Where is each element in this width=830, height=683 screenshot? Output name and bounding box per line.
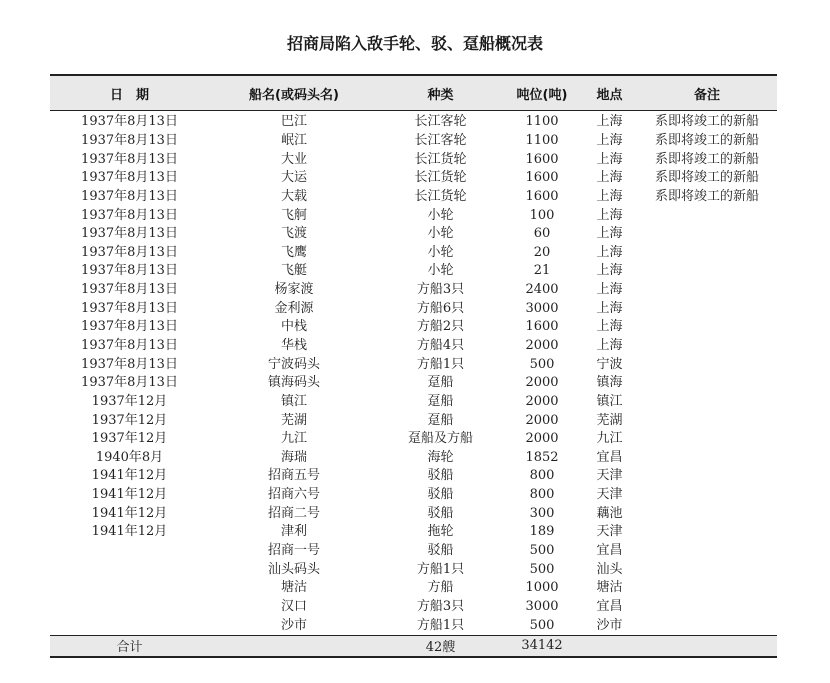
cell-remarks: 系即将竣工的新船 [655,151,760,167]
cell-date: 1937年8月13日 [81,188,178,204]
cell-date: 1937年8月13日 [81,300,178,316]
cell-tonnage: 1600 [525,170,559,186]
table-row [50,132,777,151]
cell-ship-name: 飞艇 [280,263,307,279]
table-row [50,299,777,318]
cell-location: 沙市 [596,617,623,633]
table-row [50,486,777,505]
table-row [50,411,777,430]
cell-ship-name: 招商一号 [267,543,320,559]
cell-location: 上海 [596,188,623,204]
table-row [50,206,777,225]
cell-tonnage: 100 [529,207,555,223]
cell-remarks [637,560,777,579]
table-row [50,504,777,523]
cell-ship-name: 巴江 [280,114,307,130]
cell-remarks [637,355,777,374]
cell-remarks [637,411,777,430]
ship-table [50,74,777,658]
cell-remarks [637,337,777,356]
cell-type: 驳船 [427,505,454,521]
cell-remarks [637,318,777,337]
cell-type: 长江货轮 [414,170,467,186]
cell-type: 趸船及方船 [407,431,473,447]
cell-type: 方船 [427,580,454,596]
cell-type: 小轮 [427,226,454,242]
cell-type: 长江货轮 [414,188,467,204]
cell-tonnage: 60 [533,226,551,242]
header-tonnage: 吨位(吨) [502,75,582,111]
cell-location: 上海 [596,319,623,335]
cell-tonnage: 1600 [525,151,559,167]
cell-date: 1937年8月13日 [81,319,178,335]
cell-ship-name: 九江 [280,431,307,447]
cell-type: 方船1只 [416,617,465,633]
cell-location: 天津 [596,487,623,503]
page-title: 招商局陷入敌手轮、驳、趸船概况表 [286,34,543,53]
cell-date: 1937年8月13日 [81,356,178,372]
cell-location: 天津 [596,524,623,540]
cell-tonnage: 1100 [525,132,559,148]
cell-remarks [637,542,777,561]
cell-location: 塘沽 [596,580,623,596]
total-label: 合计 [50,635,209,657]
cell-date [50,598,209,617]
table-row [50,430,777,449]
table-row [50,318,777,337]
cell-tonnage: 3000 [525,300,559,316]
cell-remarks [637,374,777,393]
cell-tonnage: 1000 [525,580,559,596]
cell-date: 1941年12月 [91,487,168,503]
cell-location: 上海 [596,132,623,148]
cell-type: 小轮 [427,244,454,260]
cell-date: 1937年8月13日 [81,263,178,279]
cell-location: 上海 [596,338,623,353]
cell-type: 趸船 [427,412,454,428]
cell-location: 芜湖 [596,412,623,428]
table-row [50,150,777,169]
cell-type: 方船3只 [416,598,465,614]
cell-type: 长江货轮 [414,151,467,167]
table-row [50,449,777,468]
cell-tonnage: 500 [529,356,555,372]
cell-type: 驳船 [427,543,454,559]
cell-location: 宜昌 [596,598,623,614]
table-row [50,542,777,561]
cell-date: 1937年8月13日 [81,282,178,298]
cell-type: 方船1只 [416,356,465,372]
total-remarks [637,635,777,657]
header-location: 地点 [582,75,637,111]
table-row [50,111,777,132]
cell-tonnage: 500 [529,561,555,577]
cell-ship-name: 津利 [280,524,307,540]
total-count: 42艘 [379,635,502,657]
cell-tonnage: 21 [533,263,551,279]
cell-location: 九江 [596,431,623,447]
cell-date: 1937年8月13日 [81,338,178,353]
cell-location: 宜昌 [596,449,623,465]
cell-date: 1941年12月 [91,505,168,521]
cell-date: 1937年12月 [91,393,168,409]
cell-tonnage: 189 [529,524,555,540]
cell-tonnage: 1600 [525,319,559,335]
cell-tonnage: 2400 [525,282,559,298]
cell-location: 镇江 [596,393,623,409]
cell-date [50,560,209,579]
cell-ship-name: 飞舸 [280,207,307,223]
cell-location: 宜昌 [596,543,623,559]
cell-ship-name: 宁波码头 [267,356,320,372]
cell-date [50,542,209,561]
table-row [50,393,777,412]
cell-tonnage: 300 [529,505,555,521]
cell-location: 上海 [596,114,623,130]
cell-location: 上海 [596,282,623,298]
cell-ship-name: 大载 [280,188,307,204]
cell-type: 方船1只 [416,561,465,577]
cell-date [50,579,209,598]
cell-remarks [637,281,777,300]
cell-ship-name: 汉口 [280,598,307,614]
cell-location: 上海 [596,300,623,316]
cell-ship-name: 杨家渡 [274,282,314,298]
cell-type: 长江客轮 [414,132,467,148]
cell-ship-name: 岷江 [280,132,307,148]
cell-tonnage: 800 [529,468,555,484]
cell-location: 藕池 [596,505,623,521]
table-row [50,243,777,262]
cell-date: 1937年8月13日 [81,226,178,242]
total-location [582,635,637,657]
cell-type: 小轮 [427,207,454,223]
cell-ship-name: 招商五号 [267,468,320,484]
cell-tonnage: 20 [533,244,551,260]
cell-tonnage: 500 [529,543,555,559]
table-row [50,560,777,579]
table-row [50,374,777,393]
cell-ship-name: 飞鹰 [280,244,307,260]
cell-remarks [637,393,777,412]
cell-location: 上海 [596,170,623,186]
cell-remarks [637,523,777,542]
cell-remarks: 系即将竣工的新船 [655,170,760,186]
cell-type: 长江客轮 [414,114,467,130]
cell-remarks [637,225,777,244]
cell-remarks [637,616,777,635]
cell-location: 镇海 [596,375,623,391]
cell-location: 上海 [596,207,623,223]
cell-type: 小轮 [427,263,454,279]
cell-remarks [637,206,777,225]
cell-tonnage: 2000 [525,338,559,353]
cell-remarks [637,504,777,523]
cell-ship-name: 招商二号 [267,505,320,521]
cell-type: 驳船 [427,487,454,503]
total-ship-name [209,635,379,657]
cell-location: 汕头 [596,561,623,577]
cell-tonnage: 1600 [525,188,559,204]
table-row [50,355,777,374]
cell-ship-name: 芜湖 [280,412,307,428]
cell-date: 1940年8月 [95,449,164,465]
cell-ship-name: 中栈 [280,319,307,335]
total-tonnage: 34142 [502,635,582,657]
cell-location: 上海 [596,151,623,167]
cell-remarks [637,598,777,617]
table-row [50,169,777,188]
table-row [50,467,777,486]
cell-ship-name: 镇海码头 [267,375,320,391]
cell-location: 上海 [596,244,623,260]
cell-type: 趸船 [427,393,454,409]
cell-type: 方船6只 [416,300,465,316]
cell-tonnage: 2000 [525,393,559,409]
cell-ship-name: 金利源 [274,300,314,316]
cell-remarks [637,262,777,281]
cell-type: 拖轮 [427,524,454,540]
cell-date: 1937年8月13日 [81,151,178,167]
cell-tonnage: 2000 [525,375,559,391]
cell-ship-name: 塘沽 [280,580,307,596]
cell-type: 驳船 [427,468,454,484]
table-row [50,225,777,244]
header-date: 日 期 [50,75,209,111]
header-type: 种类 [379,75,502,111]
cell-date: 1937年12月 [91,412,168,428]
cell-remarks [637,467,777,486]
cell-location: 宁波 [596,356,623,372]
cell-date: 1937年12月 [91,431,168,447]
cell-remarks: 系即将竣工的新船 [655,132,760,148]
table-row [50,188,777,207]
cell-ship-name: 海瑞 [280,449,307,465]
cell-location: 天津 [596,468,623,484]
cell-ship-name: 大业 [280,151,307,167]
cell-tonnage: 800 [529,487,555,503]
cell-ship-name: 汕头码头 [267,561,320,577]
cell-location: 上海 [596,263,623,279]
cell-ship-name: 大运 [280,170,307,186]
cell-date: 1937年8月13日 [81,114,178,130]
cell-date [50,616,209,635]
table-row [50,337,777,356]
cell-type: 方船2只 [416,319,465,335]
cell-tonnage: 2000 [525,431,559,447]
cell-tonnage: 2000 [525,412,559,428]
cell-date: 1937年8月13日 [81,375,178,391]
total-row [50,635,777,657]
cell-remarks [637,449,777,468]
cell-remarks [637,299,777,318]
cell-type: 方船3只 [416,282,465,298]
table-row [50,616,777,635]
cell-remarks: 系即将竣工的新船 [655,114,760,130]
cell-date: 1937年8月13日 [81,170,178,186]
cell-tonnage: 3000 [525,598,559,614]
cell-type: 趸船 [427,375,454,391]
cell-ship-name: 镇江 [280,393,307,409]
cell-ship-name: 沙市 [280,617,307,633]
cell-remarks: 系即将竣工的新船 [655,188,760,204]
cell-tonnage: 500 [529,617,555,633]
cell-type: 海轮 [427,449,454,465]
cell-remarks [637,579,777,598]
cell-location: 上海 [596,226,623,242]
table-row [50,262,777,281]
cell-type: 方船4只 [416,338,465,353]
cell-date: 1937年8月13日 [81,207,178,223]
header-ship-name: 船名(或码头名) [209,75,379,111]
cell-date: 1941年12月 [91,524,168,540]
table-row [50,598,777,617]
cell-date: 1937年8月13日 [81,132,178,148]
cell-tonnage: 1100 [525,114,559,130]
cell-ship-name: 飞渡 [280,226,307,242]
cell-tonnage: 1852 [525,449,559,465]
header-remarks: 备注 [637,75,777,111]
cell-date: 1941年12月 [91,468,168,484]
cell-date: 1937年8月13日 [81,244,178,260]
table-row [50,523,777,542]
cell-ship-name: 华栈 [280,338,307,353]
cell-remarks [637,243,777,262]
cell-remarks [637,430,777,449]
cell-remarks [637,486,777,505]
table-row [50,281,777,300]
table-row [50,579,777,598]
header-row [50,75,777,111]
cell-ship-name: 招商六号 [267,487,320,503]
